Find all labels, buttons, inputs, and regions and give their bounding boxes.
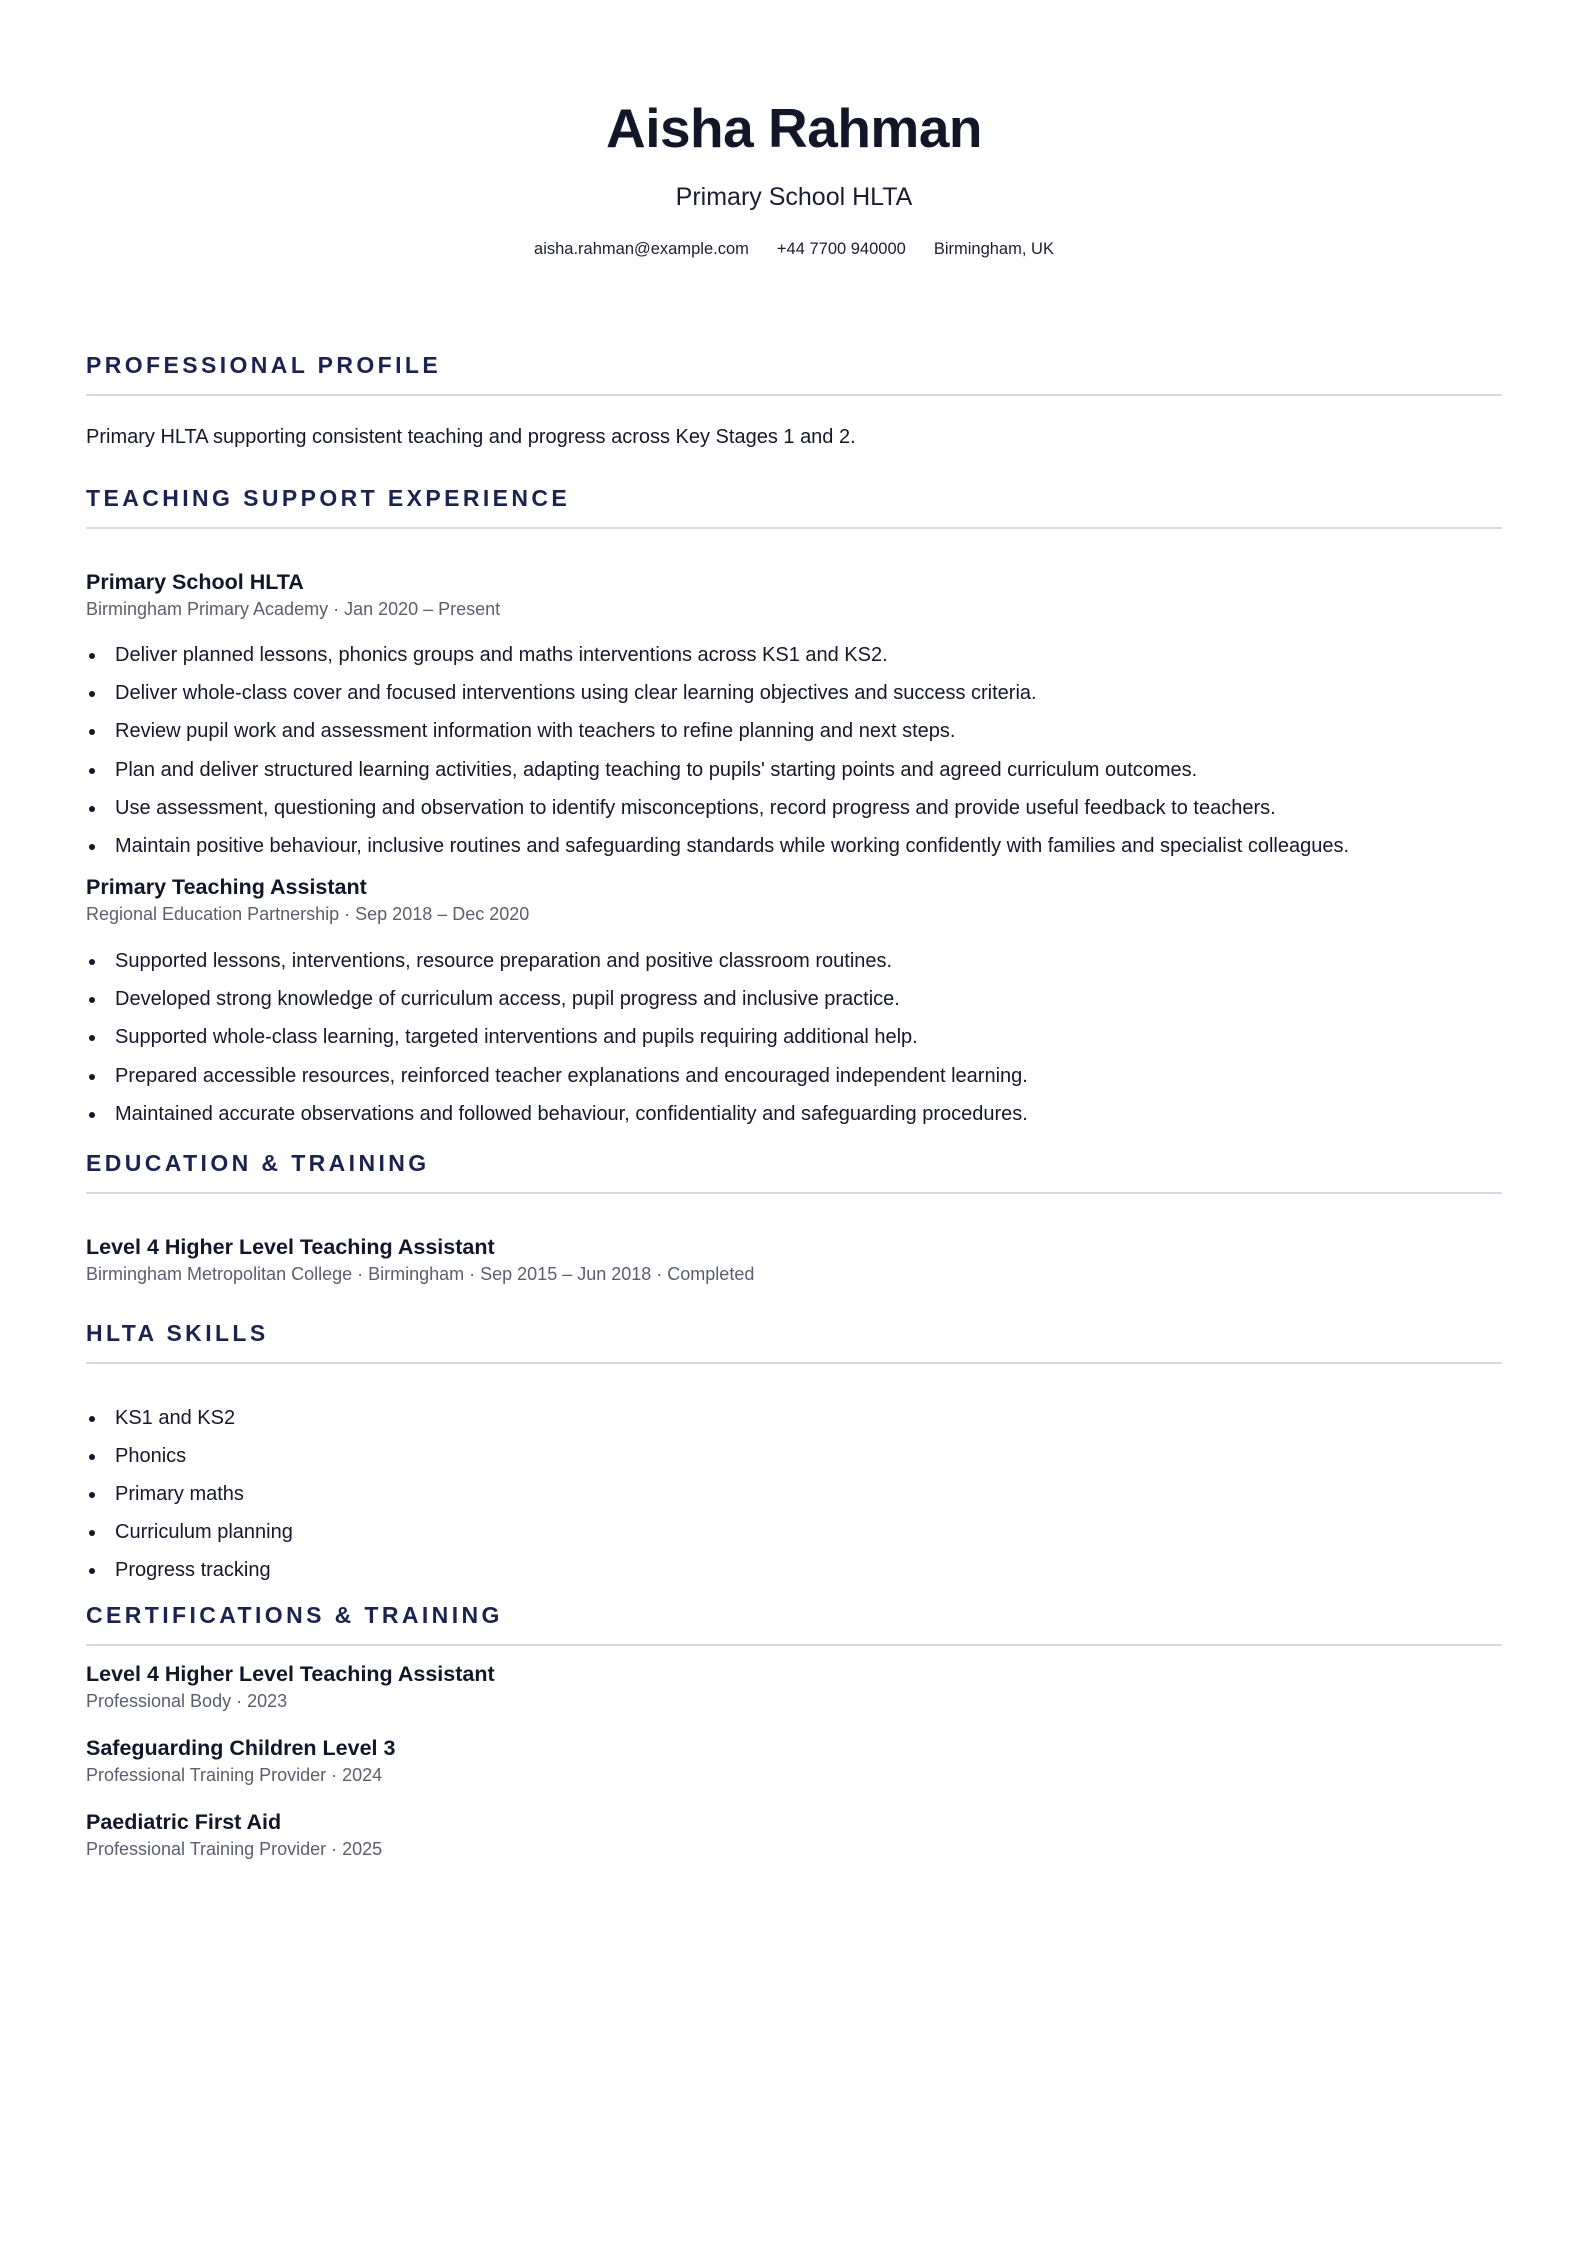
- certification-title: Safeguarding Children Level 3: [86, 1736, 396, 1761]
- section-divider: [86, 1644, 1502, 1646]
- education-title: Level 4 Higher Level Teaching Assistant: [86, 1234, 495, 1259]
- education-entry: [86, 1233, 1502, 1286]
- section-education: [86, 1148, 1502, 1286]
- section-heading: CERTIFICATIONS & TRAINING: [86, 1602, 503, 1629]
- candidate-name: Aisha Rahman: [605, 97, 983, 159]
- skill-item: Phonics: [86, 1442, 1502, 1470]
- section-profile: [86, 350, 1502, 451]
- candidate-title: Primary School HLTA: [675, 183, 913, 211]
- job-title: Primary School HLTA: [86, 570, 304, 594]
- skills-list: [86, 1404, 1502, 1585]
- job-bullets: [86, 947, 1502, 1128]
- section-divider: [86, 1192, 1502, 1194]
- list-item: Review pupil work and assessment information with teachers to refine planning and next steps.: [86, 717, 1502, 745]
- skill-item: KS1 and KS2: [86, 1404, 1502, 1432]
- section-experience: [86, 483, 1502, 1128]
- skill-item: Primary maths: [86, 1480, 1502, 1508]
- job-title: Primary Teaching Assistant: [86, 874, 367, 899]
- profile-summary: Primary HLTA supporting consistent teaching and progress across Key Stages 1 and 2.: [86, 426, 856, 448]
- contact-email[interactable]: aisha.rahman@example.com: [534, 240, 749, 258]
- section-divider: [86, 394, 1502, 396]
- certification-title: Level 4 Higher Level Teaching Assistant: [86, 1662, 495, 1687]
- section-heading: EDUCATION & TRAINING: [86, 1149, 430, 1176]
- section-divider: [86, 527, 1502, 529]
- resume-header: [86, 0, 1502, 260]
- list-item: Deliver planned lessons, phonics groups and maths interventions across KS1 and KS2.: [86, 641, 1502, 669]
- certification-meta: Professional Training Provider · 2024: [86, 1765, 383, 1786]
- list-item: Supported lessons, interventions, resource preparation and positive classroom routines.: [86, 947, 1502, 975]
- section-skills: [86, 1318, 1502, 1585]
- certification-entry: [86, 1808, 1502, 1861]
- section-heading: HLTA SKILLS: [86, 1319, 269, 1346]
- contact-line: [86, 238, 1502, 260]
- list-item: Deliver whole-class cover and focused interventions using clear learning objectives and success criteria.: [86, 679, 1502, 707]
- job-meta: Regional Education Partnership · Sep 2018 – Dec 2020: [86, 903, 530, 924]
- education-meta: Birmingham Metropolitan College · Birmingham · Sep 2015 – Jun 2018 · Completed: [86, 1263, 755, 1284]
- list-item: Plan and deliver structured learning activities, adapting teaching to pupils' starting points and agreed curriculum outcomes.: [86, 756, 1502, 784]
- certification-entry: [86, 1734, 1502, 1787]
- list-item: Maintained accurate observations and followed behaviour, confidentiality and safeguarding procedures.: [86, 1100, 1502, 1128]
- contact-location: Birmingham, UK: [933, 240, 1054, 258]
- job-bullets: [86, 641, 1502, 860]
- list-item: Supported whole-class learning, targeted interventions and pupils requiring additional help.: [86, 1023, 1502, 1051]
- list-item: Use assessment, questioning and observation to identify misconceptions, record progress and provide useful feedback to teachers.: [86, 794, 1502, 822]
- contact-phone[interactable]: +44 7700 940000: [776, 240, 906, 258]
- list-item: Developed strong knowledge of curriculum access, pupil progress and inclusive practice.: [86, 985, 1502, 1013]
- skill-item: Curriculum planning: [86, 1518, 1502, 1546]
- list-item: Prepared accessible resources, reinforced teacher explanations and encouraged independent learning.: [86, 1062, 1502, 1090]
- section-divider: [86, 1362, 1502, 1364]
- section-certifications: [86, 1600, 1502, 1861]
- certification-title: Paediatric First Aid: [86, 1810, 282, 1835]
- section-heading: TEACHING SUPPORT EXPERIENCE: [86, 485, 571, 511]
- list-item: Maintain positive behaviour, inclusive routines and safeguarding standards while working confidently with families and specialist colleagues.: [86, 832, 1502, 860]
- section-heading: PROFESSIONAL PROFILE: [86, 352, 442, 378]
- certification-meta: Professional Body · 2023: [86, 1691, 288, 1712]
- skill-item: Progress tracking: [86, 1556, 1502, 1584]
- certification-entry: [86, 1660, 1502, 1713]
- job-entry: [86, 873, 1502, 1128]
- job-meta: Birmingham Primary Academy · Jan 2020 – Present: [86, 599, 501, 619]
- certification-meta: Professional Training Provider · 2025: [86, 1839, 383, 1860]
- job-entry: [86, 568, 1502, 860]
